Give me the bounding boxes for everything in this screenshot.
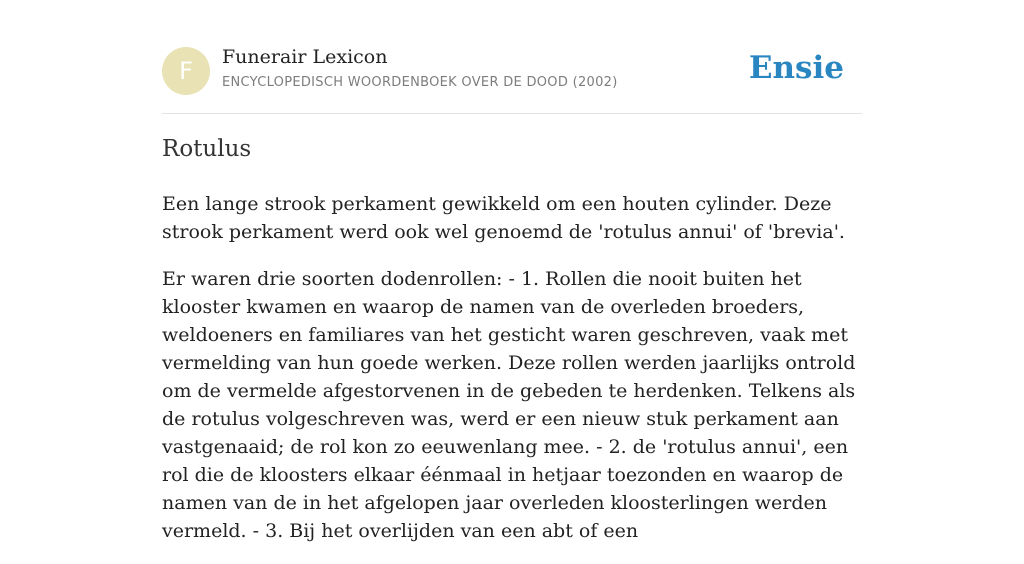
- brand-logo[interactable]: Ensie: [748, 50, 844, 86]
- source-title[interactable]: Funerair Lexicon: [222, 46, 388, 68]
- definition-paragraph: Een lange strook perkament gewikkeld om een houten cylinder. Deze strook perkament werd ook wel genoemd de 'rotulus annui' of 'brevia'.: [162, 193, 845, 243]
- entry-body: [162, 190, 862, 564]
- definition-paragraph: Er waren drie soorten dodenrollen: - 1. Rollen die nooit buiten het klooster kwamen en waarop de namen van de overleden broeders, weldoeners en familiares van het gesticht waren geschreven, vaak met vermelding van hun goede werken. Deze rollen werden jaarlijks ontrold om de vermelde afgestorvenen in de gebeden te herdenken. Telkens als de rotulus volgeschreven was, werd er een nieuw stuk perkament aan vastgenaaid; de rol kon zo eeuwenlang mee. - 2. de 'rotulus annui', een rol die de kloosters elkaar éénmaal in hetjaar toezonden en waarop de namen van de in het afgelopen jaar overleden kloosterlingen werden vermeld. - 3. Bij het overlijden van een abt of een: [162, 268, 856, 542]
- source-header: [162, 46, 862, 96]
- source-subtitle: ENCYCLOPEDISCH WOORDENBOEK OVER DE DOOD (2002): [222, 75, 618, 90]
- divider: [162, 113, 862, 114]
- avatar: F: [162, 47, 210, 95]
- page-title: Rotulus: [162, 136, 252, 162]
